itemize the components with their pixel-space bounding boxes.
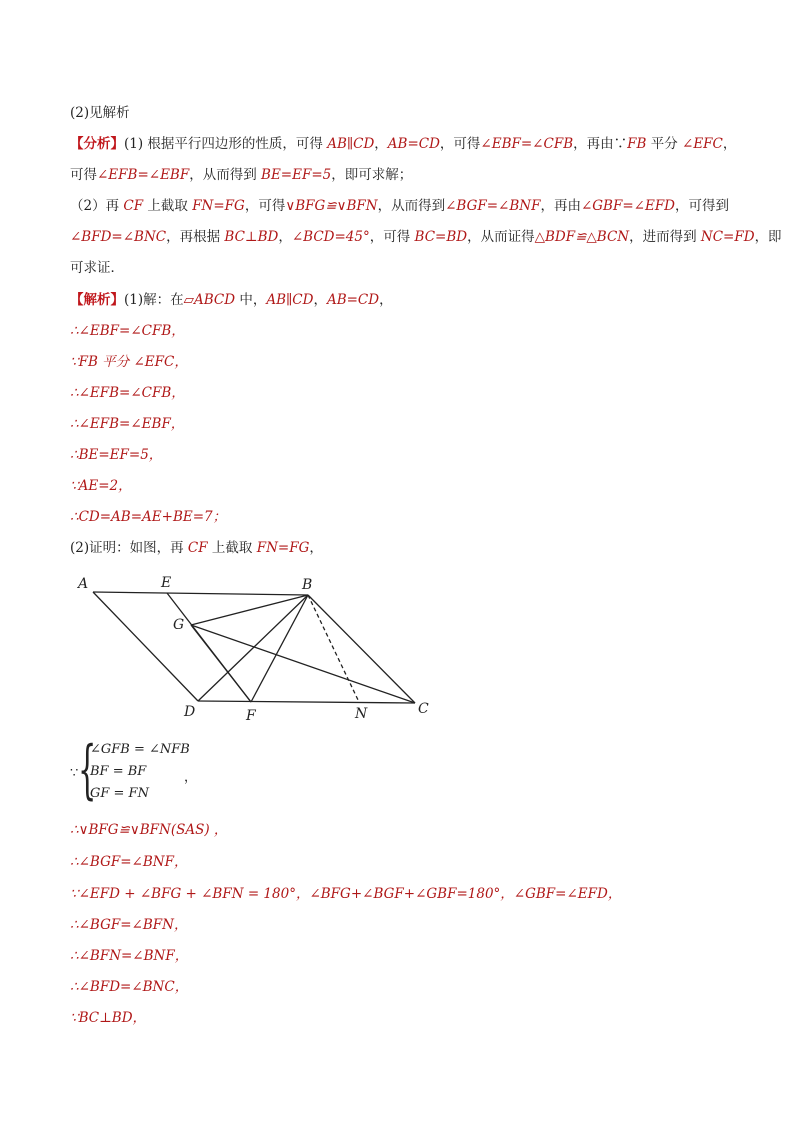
math: BC⊥BD xyxy=(224,229,279,245)
math: CF xyxy=(187,540,208,556)
text: ， xyxy=(379,292,393,308)
text: (1)解：在 xyxy=(124,292,184,308)
text: 上截取 xyxy=(207,540,257,556)
analysis-line-1 xyxy=(70,135,736,153)
solution-step: ∴∠EFB=∠CFB， xyxy=(70,385,185,401)
text: ，从而证得 xyxy=(467,229,535,245)
analysis-line-3 xyxy=(70,197,729,215)
math: △BDF≌△BCN xyxy=(534,229,630,245)
math: FN=FG xyxy=(192,198,245,214)
proof-step: ∴∠BFN=∠BNF， xyxy=(70,948,189,964)
proof-intro xyxy=(70,539,323,557)
text: ， xyxy=(313,292,327,308)
proof-step: ∴∨BFG≌∨BFN(SAS) ， xyxy=(70,822,228,838)
math: ∠EFC xyxy=(682,136,723,152)
text: (1) 根据平行四边形的性质，可得 xyxy=(124,136,328,152)
segment-bc xyxy=(308,595,415,703)
solution-tag: 【解析】 xyxy=(70,292,124,308)
segment-ab xyxy=(93,592,308,595)
geometry-figure xyxy=(70,570,450,730)
segment-gc xyxy=(191,625,415,703)
segment-ad xyxy=(93,592,198,701)
solution-step: ∴∠EFB=∠EBF， xyxy=(70,416,185,432)
text: (2)证明：如图，再 xyxy=(70,540,188,556)
solution-line-1 xyxy=(70,291,393,309)
proof-step: ∴∠BFD=∠BNC， xyxy=(70,979,189,995)
condition-row: BF = BF xyxy=(90,764,147,779)
segment-bg xyxy=(191,595,308,625)
math: ▱ABCD xyxy=(183,292,236,308)
math: ∠BFD=∠BNC xyxy=(70,229,167,245)
segment-gf xyxy=(191,625,251,702)
math: BE=EF=5 xyxy=(261,167,332,183)
solution-step: ∵AE=2， xyxy=(70,478,132,494)
segment-dc xyxy=(198,701,415,703)
proof-step: ∴∠BGF=∠BNF， xyxy=(70,854,188,870)
segment-bd xyxy=(198,595,308,701)
text: ，进而得到 xyxy=(629,229,701,245)
left-brace: { xyxy=(78,733,97,807)
label-g: G xyxy=(173,617,185,633)
solution-step: ∴∠EBF=∠CFB， xyxy=(70,323,185,339)
math: AB=CD xyxy=(387,136,440,152)
condition-row: GF = FN xyxy=(90,786,149,801)
text: ，即可求解； xyxy=(331,167,413,183)
text: ，再由 xyxy=(540,198,581,214)
part2-answer: (2)见解析 xyxy=(70,105,130,121)
text: ， xyxy=(722,136,737,152)
math: AB∥CD xyxy=(266,292,314,308)
label-c: C xyxy=(418,701,429,717)
math: AB∥CD xyxy=(327,136,375,152)
condition-row: ∠GFB = ∠NFB xyxy=(90,742,190,757)
text: ，可得 xyxy=(369,229,415,245)
math: NC=FD xyxy=(700,229,755,245)
math: ∠BGF=∠BNF xyxy=(445,198,541,214)
label-n: N xyxy=(355,706,368,722)
math: BC=BD xyxy=(414,229,468,245)
text: ， xyxy=(309,540,323,556)
text: ，可得 xyxy=(244,198,286,214)
text: ，从而得到 xyxy=(189,167,262,183)
text: 中， xyxy=(235,292,267,308)
math: ∠GBF=∠EFD xyxy=(580,198,676,214)
label-d: D xyxy=(184,704,196,720)
text: （2）再 xyxy=(70,198,124,214)
text: ，从而得到 xyxy=(377,198,446,214)
label-b: B xyxy=(302,577,313,593)
text: 平分 xyxy=(646,136,683,152)
label-a: A xyxy=(78,576,89,592)
text: ，即 xyxy=(754,229,782,245)
proof-step: ∵∠EFD + ∠BFG + ∠BFN = 180°，∠BFG+∠BGF+∠GBF=180°，∠GBF=∠EFD， xyxy=(70,886,622,902)
proof-step: ∵BC⊥BD， xyxy=(70,1010,147,1026)
math: AB=CD xyxy=(326,292,380,308)
analysis-line-5: 可求证． xyxy=(70,260,124,276)
text: ， xyxy=(374,136,388,152)
text: ，再根据 xyxy=(166,229,225,245)
analysis-tag: 【分析】 xyxy=(70,136,124,152)
math: ∠EBF=∠CFB xyxy=(480,136,574,152)
text: ， xyxy=(278,229,292,245)
proof-step: ∴∠BGF=∠BFN， xyxy=(70,917,188,933)
text: ，可得 xyxy=(439,136,481,152)
solution-step: ∴CD=AB=AE+BE=7； xyxy=(70,509,227,525)
since-symbol: ∵ xyxy=(70,766,79,781)
solution-step: ∵FB 平分 ∠EFC， xyxy=(70,354,188,370)
math: FB xyxy=(627,136,647,152)
math: ∠EFB=∠EBF xyxy=(97,167,190,183)
math: ∨BFG≌∨BFN xyxy=(285,198,378,214)
solution-step: ∴BE=EF=5， xyxy=(70,447,163,463)
math: ∠BCD=45° xyxy=(291,229,370,245)
text: 可得 xyxy=(70,167,97,183)
label-f: F xyxy=(246,708,256,724)
text: ，再由∵ xyxy=(573,136,628,152)
text: ，可得到 xyxy=(675,198,730,214)
analysis-line-2 xyxy=(70,166,412,184)
math: CF xyxy=(123,198,144,214)
math: FN=FG xyxy=(256,540,310,556)
analysis-line-4 xyxy=(70,228,782,246)
text: 上截取 xyxy=(143,198,193,214)
comma: ， xyxy=(184,770,198,785)
label-e: E xyxy=(161,575,172,591)
segment-bn xyxy=(308,595,359,702)
